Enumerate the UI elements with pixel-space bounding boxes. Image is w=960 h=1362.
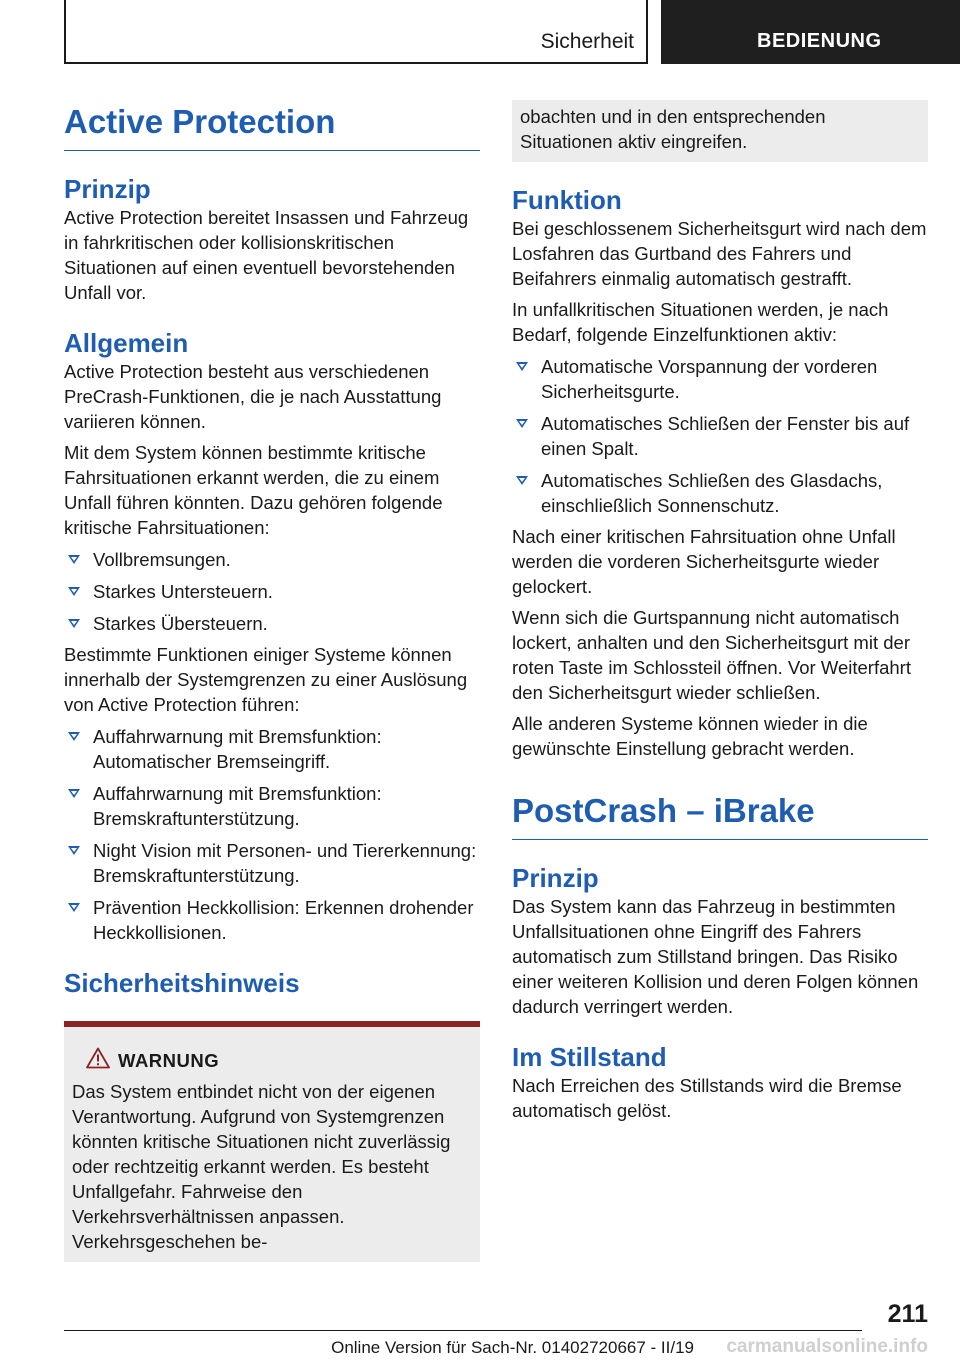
paragraph: Alle anderen Systeme können wieder in die gewünschte Einstellung gebracht werden. [512, 713, 868, 759]
list-item: Starkes Übersteuern. [64, 611, 480, 636]
triangle-bullet-icon [68, 732, 80, 741]
heading-sicherheitshinweis: Sicherheitshinweis [64, 968, 300, 998]
triangle-bullet-icon [68, 619, 80, 628]
list-item: Automatische Vorspannung der vorderen Sicherheitsgurte. [512, 354, 928, 404]
warning-text-continued: obachten und in den entsprechenden Situationen aktiv eingreifen. [520, 106, 826, 152]
triangle-bullet-icon [68, 587, 80, 596]
triangle-bullet-icon [516, 362, 528, 371]
section-tab [64, 0, 648, 64]
triangle-bullet-icon [68, 789, 80, 798]
heading-prinzip: Prinzip [64, 174, 151, 204]
bullet-list [512, 354, 928, 518]
page-footer [64, 1300, 928, 1362]
list-item: Auffahrwarnung mit Bremsfunktion: Automatischer Bremseingriff. [64, 724, 480, 774]
bullet-list [64, 547, 480, 636]
footer-rule [64, 1330, 862, 1331]
paragraph: In unfallkritischen Situationen werden, je nach Bedarf, folgende Einzelfunktionen aktiv: [512, 299, 889, 345]
heading-im-stillstand: Im Stillstand [512, 1042, 667, 1072]
version-text: Online Version für Sach-Nr. 01402720667 - II/19 [331, 1338, 694, 1357]
paragraph: Nach Erreichen des Stillstands wird die Bremse automatisch gelöst. [512, 1075, 902, 1121]
section-heading-postcrash: PostCrash – iBrake [512, 789, 928, 840]
warning-box [64, 1021, 480, 1262]
list-item: Starkes Untersteuern. [64, 579, 480, 604]
warning-header [72, 1047, 472, 1075]
heading-funktion: Funktion [512, 185, 622, 215]
paragraph: Bestimmte Funktionen einiger Systeme können innerhalb der Systemgrenzen zu einer Auslösung von Active Protection führen: [64, 644, 468, 715]
triangle-bullet-icon [516, 476, 528, 485]
chapter-tab [661, 0, 960, 64]
warning-text: Das System entbindet nicht von der eigenen Verantwortung. Aufgrund von Systemgrenzen könnten kritische Situationen nicht zuverlässig oder rechtzeitig erkannt werden. Es besteht Unfallgefahr. Fahrweise den Verkehrsverhältnissen anpassen. Verkehrsgeschehen be- [72, 1081, 451, 1252]
watermark: carmanualsonline.info [726, 1336, 928, 1357]
list-item: Automatisches Schließen der Fenster bis auf einen Spalt. [512, 411, 928, 461]
warning-box-continued [512, 100, 928, 162]
triangle-bullet-icon [68, 846, 80, 855]
heading-allgemein: Allgemein [64, 328, 189, 358]
section-title: Sicherheit [540, 30, 634, 53]
list-item: Vollbremsungen. [64, 547, 480, 572]
list-item: Night Vision mit Personen- und Tiererkennung: Bremskraftunterstützung. [64, 838, 480, 888]
page-number: 211 [887, 1300, 928, 1328]
triangle-bullet-icon [68, 555, 80, 564]
list-item: Prävention Heckkollision: Erkennen drohender Heckkollisionen. [64, 895, 480, 945]
left-column [64, 100, 480, 1262]
list-item: Automatisches Schließen des Glasdachs, einschließlich Sonnenschutz. [512, 468, 928, 518]
triangle-bullet-icon [68, 903, 80, 912]
list-item: Auffahrwarnung mit Bremsfunktion: Bremskraftunterstützung. [64, 781, 480, 831]
heading-prinzip-postcrash: Prinzip [512, 863, 599, 893]
paragraph: Das System kann das Fahrzeug in bestimmten Unfallsituationen ohne Eingriff des Fahrers automatisch zum Stillstand bringen. Das Risiko einer weiteren Kollision und deren Folgen können dadurch verringert werden. [512, 896, 919, 1017]
paragraph: Nach einer kritischen Fahrsituation ohne Unfall werden die vorderen Sicherheitsgurte wieder gelockert. [512, 526, 896, 597]
section-heading-active-protection: Active Protection [64, 100, 480, 151]
paragraph: Mit dem System können bestimmte kritische Fahrsituationen erkannt werden, die zu einem Unfall führen könnten. Dazu gehören folgende kritische Fahrsituationen: [64, 442, 443, 538]
right-column [512, 100, 928, 1123]
chapter-title: BEDIENUNG [757, 30, 882, 52]
page-header [0, 0, 960, 66]
triangle-bullet-icon [516, 419, 528, 428]
paragraph: Active Protection besteht aus verschiedenen PreCrash-Funktionen, die je nach Ausstattung variieren können. [64, 361, 442, 432]
paragraph: Wenn sich die Gurtspannung nicht automatisch lockert, anhalten und den Sicherheitsgurt mit der roten Taste im Schlossteil öffnen. Vor Weiterfahrt den Sicherheitsgurt wieder schließen. [512, 607, 911, 703]
bullet-list [64, 724, 480, 945]
warning-triangle-icon [86, 1047, 110, 1069]
paragraph: Active Protection bereitet Insassen und Fahrzeug in fahrkritischen oder kollisionskritischen Situationen auf einen eventuell bevorstehenden Unfall vor. [64, 207, 469, 303]
warning-label: WARNUNG [118, 1050, 220, 1071]
paragraph: Bei geschlossenem Sicherheitsgurt wird nach dem Losfahren das Gurtband des Fahrers und Beifahrers einmalig automatisch gestrafft. [512, 218, 927, 289]
